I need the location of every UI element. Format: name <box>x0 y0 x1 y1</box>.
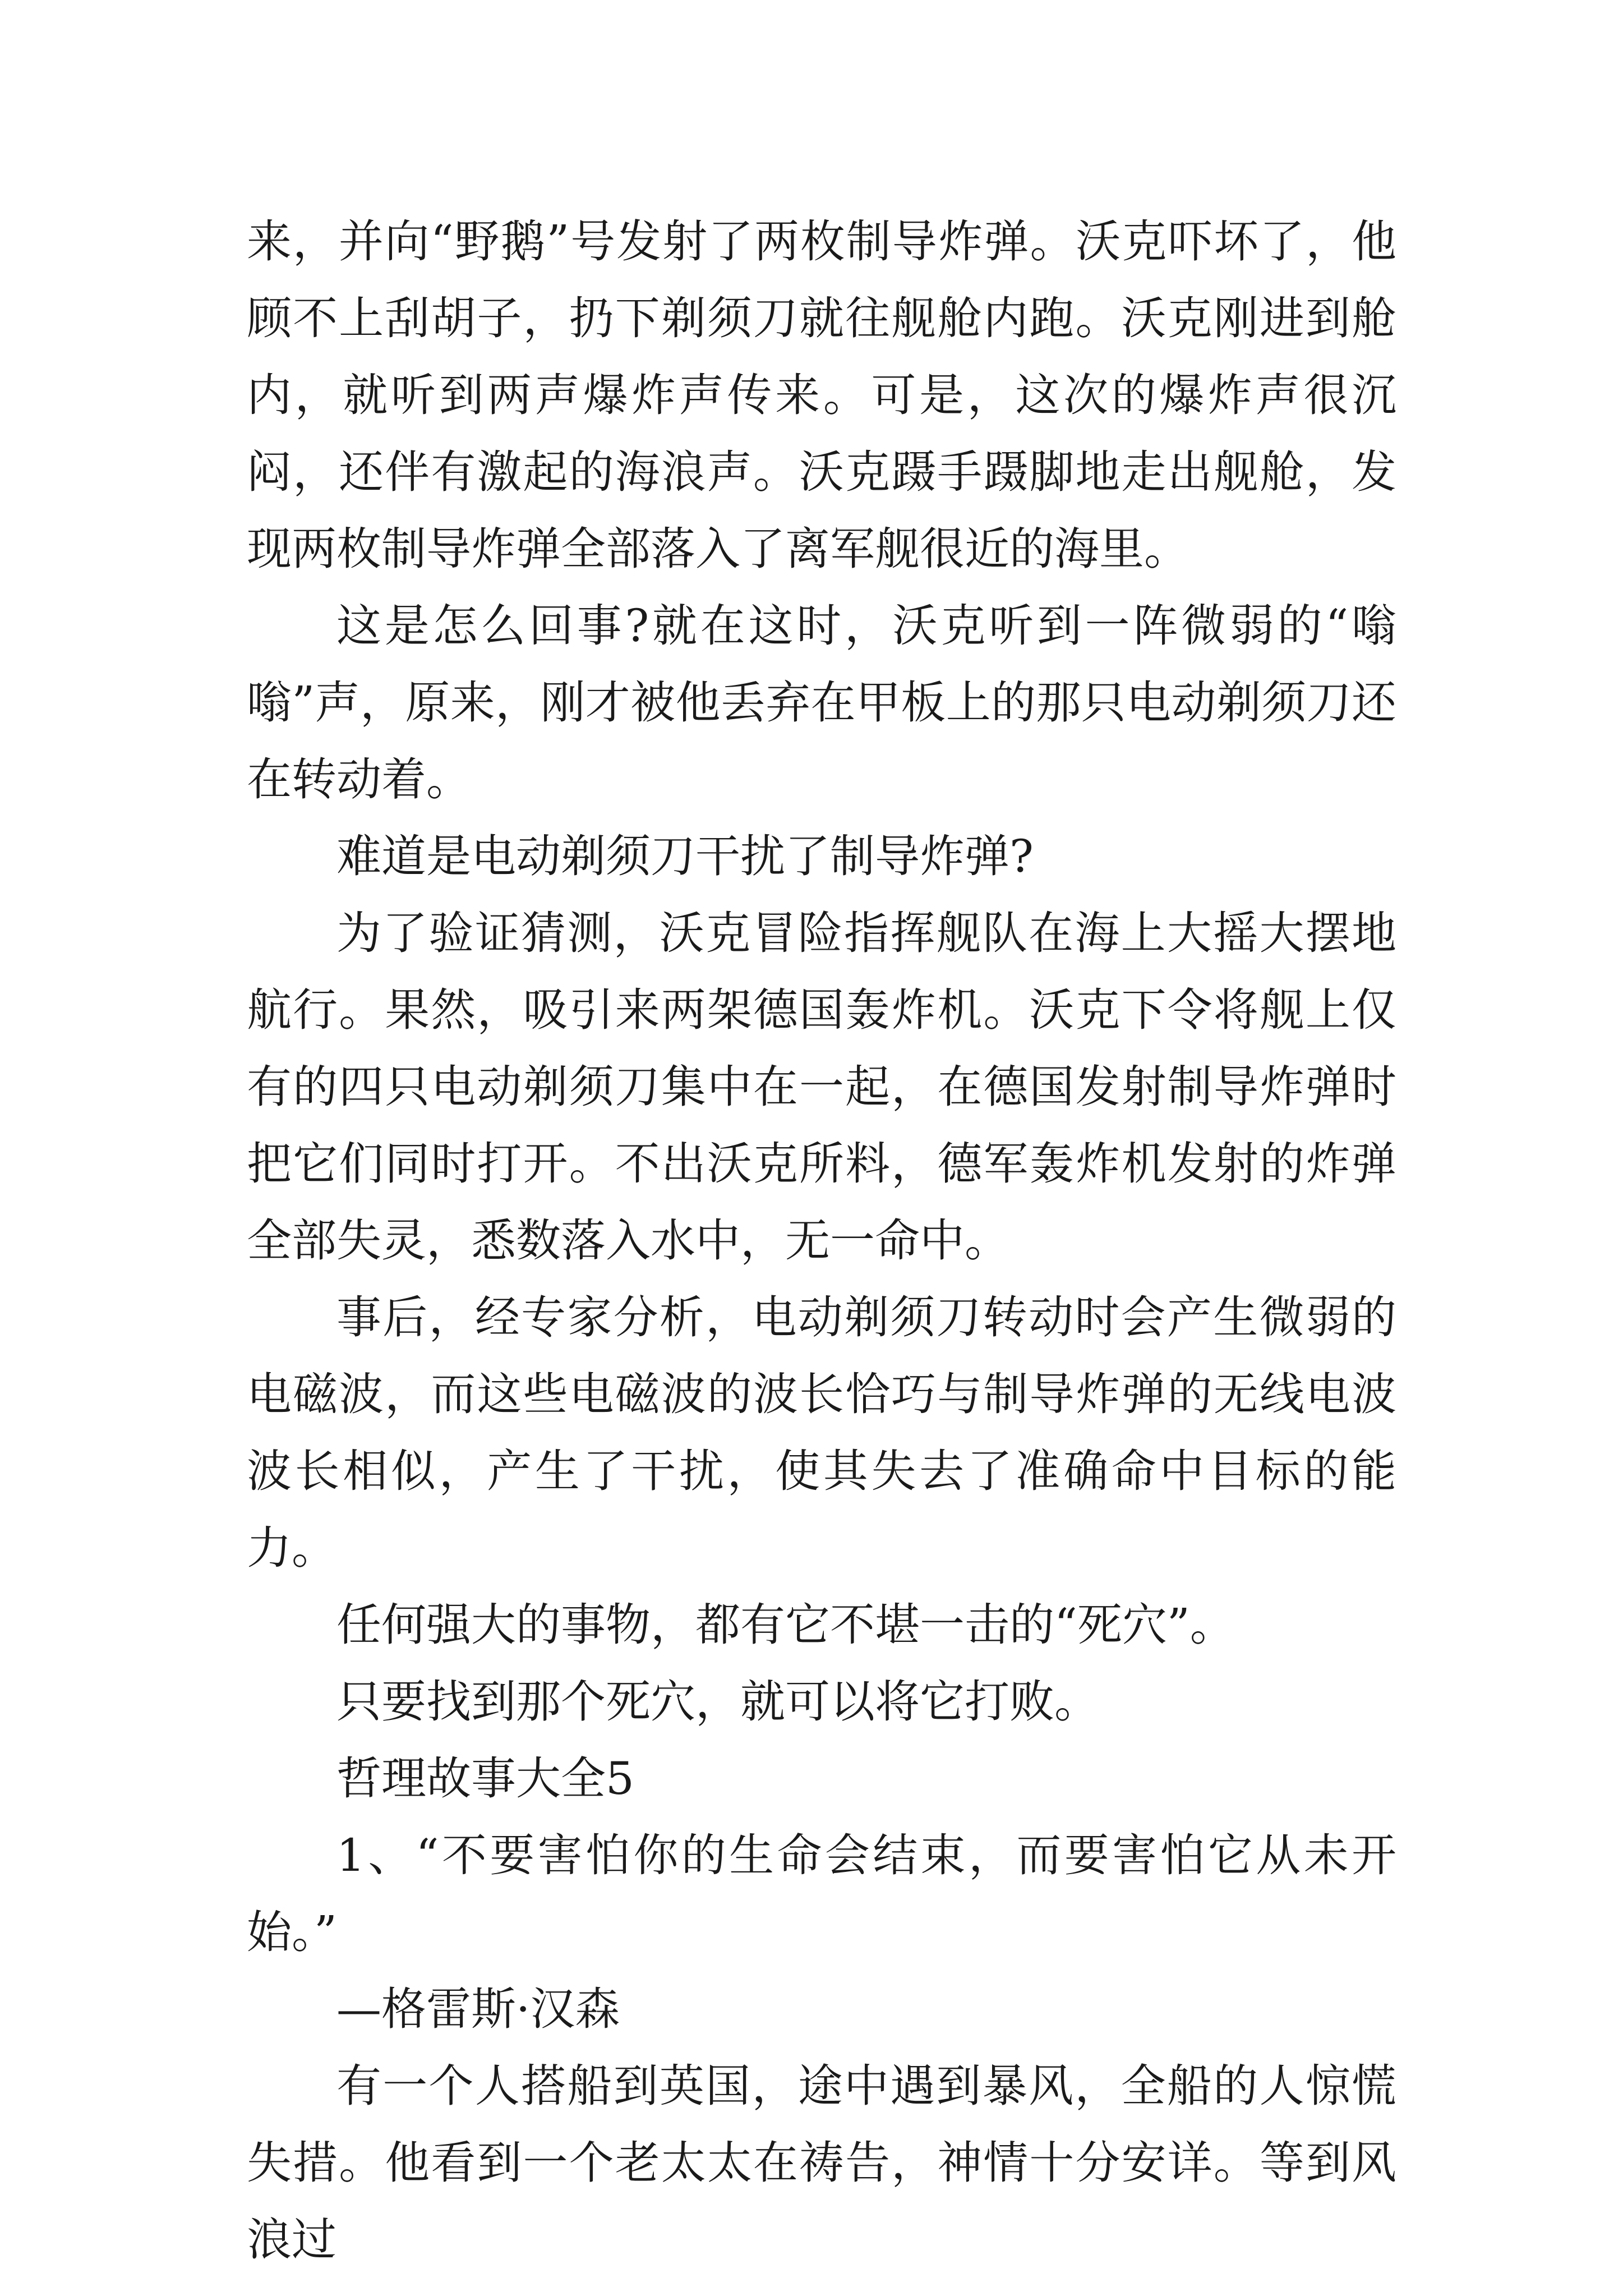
paragraph-11: 有一个人搭船到英国，途中遇到暴风，全船的人惊慌失措。他看到一个老太太在祷告，神情十分安详。等到风浪过 <box>247 2060 1396 2266</box>
paragraph-3: 难道是电动剃须刀干扰了制导炸弹? <box>336 830 1034 882</box>
paragraph-7: 只要找到那个死穴，就可以将它打败。 <box>336 1676 1099 1728</box>
paragraph-2: 这是怎么回事?就在这时，沃克听到一阵微弱的“嗡嗡”声，原来，刚才被他丢弃在甲板上的那只电动剃须刀还在转动着。 <box>247 600 1396 806</box>
paragraph-5: 事后，经专家分析，电动剃须刀转动时会产生微弱的电磁波，而这些电磁波的波长恰巧与制导炸弹的无线电波波长相似，产生了干扰，使其失去了准确命中目标的能力。 <box>247 1291 1396 1574</box>
section-heading: 哲理故事大全5 <box>336 1752 634 1805</box>
paragraph-1: 来，并向“野鹅”号发射了两枚制导炸弹。沃克吓坏了，他顾不上刮胡子，扔下剃须刀就往舰舱内跑。沃克刚进到舱内，就听到两声爆炸声传来。可是，这次的爆炸声很沉闷，还伴有激起的海浪声。沃克蹑手蹑脚地走出舰舱，发现两枚制导炸弹全部落入了离军舰很近的海里。 <box>247 215 1396 575</box>
paragraph-6: 任何强大的事物，都有它不堪一击的“死穴”。 <box>336 1599 1235 1651</box>
quote-line: 1、“不要害怕你的生命会结束，而要害怕它从未开始。” <box>247 1829 1396 1958</box>
paragraph-4: 为了验证猜测，沃克冒险指挥舰队在海上大摇大摆地航行。果然，吸引来两架德国轰炸机。沃克下令将舰上仅有的四只电动剃须刀集中在一起，在德国发射制导炸弹时把它们同时打开。不出沃克所料，德军轰炸机发射的炸弹全部失灵，悉数落入水中，无一命中。 <box>247 907 1396 1267</box>
body-text <box>247 203 1396 2278</box>
quote-attribution: —格雷斯·汉森 <box>336 1983 620 2035</box>
